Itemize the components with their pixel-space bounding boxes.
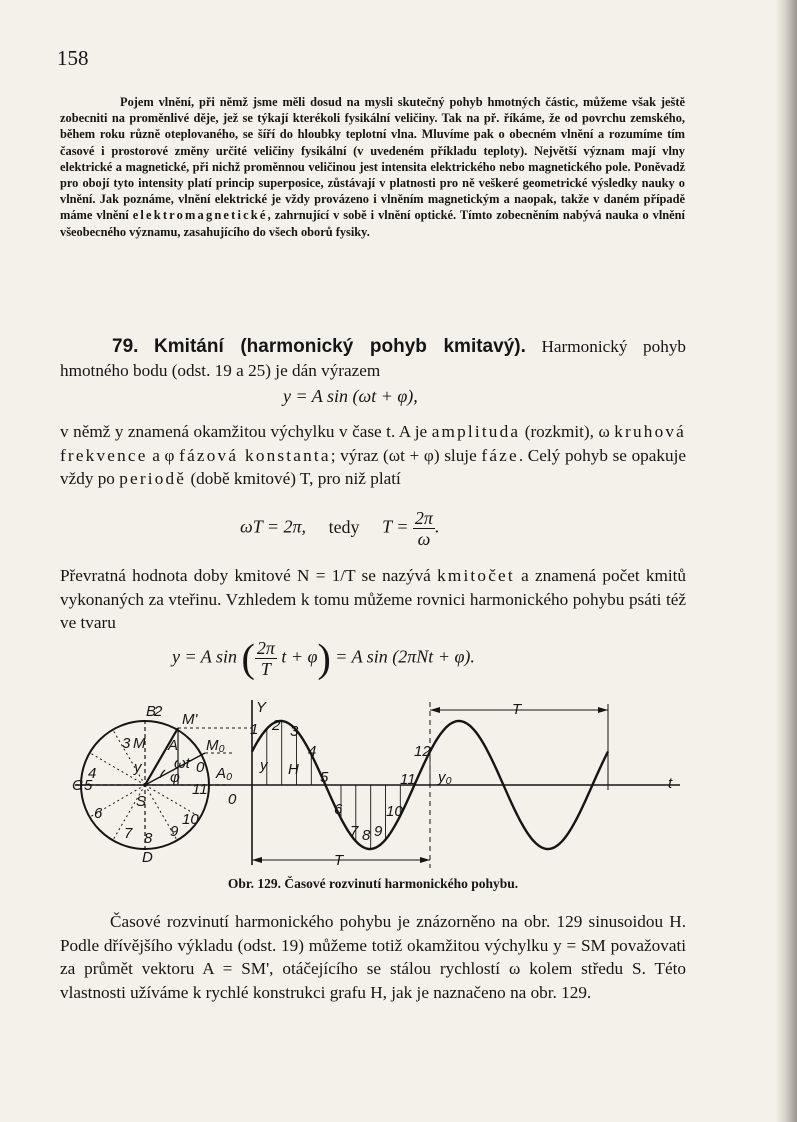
label-M0: M₀ xyxy=(206,737,225,754)
eq2-left: ωT = 2π, xyxy=(240,516,307,537)
equation-2 xyxy=(240,508,439,549)
label-Y: Y xyxy=(256,699,267,716)
term-kmitocet: kmitočet xyxy=(437,566,515,585)
p2-d: ; výraz (ωt + φ) sluje xyxy=(330,445,482,465)
section-title: Kmitání (harmonický pohyb kmitavý). xyxy=(154,336,526,357)
arrow-bottom-right xyxy=(420,857,430,863)
label-H: H xyxy=(288,761,299,778)
arrow-top-left xyxy=(430,707,440,713)
page-number: 158 xyxy=(57,46,89,70)
label-y-right: y xyxy=(260,757,268,774)
label-c5: 5 xyxy=(84,777,93,794)
p2-a: v němž y znamená okamžitou výchylku v čase t. A je xyxy=(60,422,432,441)
label-c6: 6 xyxy=(94,805,103,822)
intro-text-3: , zahrnující v sobě i vlnění optické. Tímto zobecněním nabývá nauka o vlnění všeobecného významu, zasahujícího do všech oborů fysiky. xyxy=(60,208,686,239)
label-omega-t: ωt xyxy=(174,755,190,772)
eq2-word: tedy xyxy=(328,516,360,537)
paragraph-3 xyxy=(60,564,686,635)
label-c2: 2 xyxy=(154,703,163,720)
eq3-rhs: = A sin (2πNt + φ). xyxy=(335,646,475,667)
term-amplituda: amplituda xyxy=(431,422,521,441)
label-t-axis: t xyxy=(668,775,673,792)
label-n2: 2 xyxy=(272,717,281,734)
eq2-denominator: ω xyxy=(417,529,431,549)
eq3-paren-close: ) xyxy=(317,635,331,681)
label-c4: 4 xyxy=(88,765,97,782)
label-O-axis: 0 xyxy=(228,791,237,808)
intro-paragraph xyxy=(60,94,685,240)
p2-f: (době kmitové) T, pro niž platí xyxy=(186,469,401,489)
label-n7: 7 xyxy=(350,823,359,840)
label-n4: 4 xyxy=(308,743,317,760)
label-B: B xyxy=(146,703,157,720)
label-C: C xyxy=(72,777,83,794)
figure-129 xyxy=(70,690,690,880)
label-T-top: T xyxy=(512,701,522,718)
equation-3 xyxy=(172,635,475,681)
label-A0: A₀ xyxy=(216,765,233,782)
label-n3: 3 xyxy=(290,723,299,740)
paragraph-2 xyxy=(60,420,686,491)
label-phi: φ xyxy=(170,769,180,786)
p2-b: (rozkmit), ω xyxy=(520,422,615,441)
label-c8: 8 xyxy=(144,830,153,847)
eq2-fraction xyxy=(413,508,435,549)
intro-term-electromagnetic: elektromagnetické xyxy=(132,208,268,223)
eq3-denominator: T xyxy=(260,659,271,679)
label-n6: 6 xyxy=(334,801,343,818)
term-faze: fáze xyxy=(481,445,519,465)
p4-text: Časové rozvinutí harmonického pohybu je znázorněno na obr. 129 sinusoidou H. Podle dřívějšího výkladu (odst. 19) můžeme totiž okamžitou výchylku y = SM považovati za průmět vektoru A = SM', otáčejícího se stálou rychlostí ω kolem středu S. Této vlastnosti užíváme k rychlé konstrukci grafu H, jak je naznačeno na obr. 129. xyxy=(60,912,686,1002)
label-y0: y₀ xyxy=(438,769,452,786)
term-kruhova-frekvence: kruhová frekvence xyxy=(60,422,686,465)
p2-c: a φ xyxy=(147,445,180,465)
equation-1: y = A sin (ωt + φ), xyxy=(283,386,418,406)
arrow-top-right xyxy=(598,707,608,713)
label-n9: 9 xyxy=(374,823,383,840)
eq2-numerator: 2π xyxy=(414,508,433,528)
label-M-prime: M' xyxy=(182,711,198,728)
intro-text-1: Pojem vlnění, při němž jsme měli dosud na mysli skutečný pohyb hmotných částic, můžeme však ještě zobecniti na proměnlivé děje, jež se týkají kterékoli fysikální veličiny. Tak na př. říkáme, že od povrchu zemského, během roku různě oteplovaného, se šíří do hloubky teplotní vlna. Mluvíme pak o obecném vlnění a rozumíme tím časové i prostorové změny určité veličiny fysikální (v uvedeném příkladu teploty). Největší význam mají vlny elektrické a magnetické, při nichž proměnnou veličinou jest intensita elektrického nebo magnetického pole. Poněvadž pro obojí tyto intensity platí princip superposice, zůstávají v platnosti pro ně veškeré geometrické výsledky nauky o vlnění. Jak poznáme, vlnění elektrické je vždy provázeno i vlněním magnetickým a naopak, takže v daném případě máme vlnění xyxy=(60,95,685,223)
label-n1: 1 xyxy=(250,721,259,738)
term-fazova-konstanta: fázová konstanta xyxy=(179,445,331,465)
eq3-paren-open: ( xyxy=(241,635,255,681)
eq2-lhs: T = xyxy=(382,516,409,537)
label-O-circle: 0 xyxy=(196,759,205,776)
label-c9: 9 xyxy=(170,823,179,840)
figure-caption: Obr. 129. Časové rozvinutí harmonického pohybu. xyxy=(227,876,519,891)
label-M: M xyxy=(133,735,146,752)
label-n5: 5 xyxy=(320,769,329,786)
label-S: S xyxy=(136,793,147,810)
eq3-lhs: y = A sin xyxy=(172,646,237,667)
label-c7: 7 xyxy=(124,825,133,842)
label-n10: 10 xyxy=(386,803,403,820)
p2-e: . Celý pohyb se opakuje vždy po xyxy=(60,445,687,489)
label-c3: 3 xyxy=(122,735,131,752)
label-n8: 8 xyxy=(362,827,371,844)
label-y-left: y xyxy=(134,759,142,776)
eq3-numerator: 2π xyxy=(256,638,275,658)
p3-a: Převratná hodnota doby kmitové N = 1/T se nazývá xyxy=(60,566,438,585)
label-D: D xyxy=(142,849,153,866)
eq3-inner: t + φ xyxy=(281,646,318,667)
arrow-bottom-left xyxy=(252,857,262,863)
label-A-vector: A xyxy=(168,737,179,754)
term-perioda: periodě xyxy=(119,469,187,489)
eq3-fraction xyxy=(255,638,277,679)
label-n12: 12 xyxy=(414,743,431,760)
eq2-end: . xyxy=(434,516,440,537)
section-number: 79. xyxy=(112,336,139,357)
label-T-bottom: T xyxy=(334,852,344,869)
paragraph-4 xyxy=(60,910,686,1004)
page-binding-shadow xyxy=(775,0,797,1122)
label-c11: 11 xyxy=(192,781,208,798)
label-c10: 10 xyxy=(182,811,199,828)
label-n11: 11 xyxy=(400,771,416,788)
section-intro: Harmonický pohyb hmotného bodu (odst. 19 a 25) je dán výrazem xyxy=(60,337,687,380)
p3-b: a znamená počet kmitů vykonaných za vteřinu. Vzhledem k tomu můžeme rovnici harmonického pohybu psáti též ve tvaru xyxy=(60,566,686,633)
section-heading xyxy=(60,335,686,383)
